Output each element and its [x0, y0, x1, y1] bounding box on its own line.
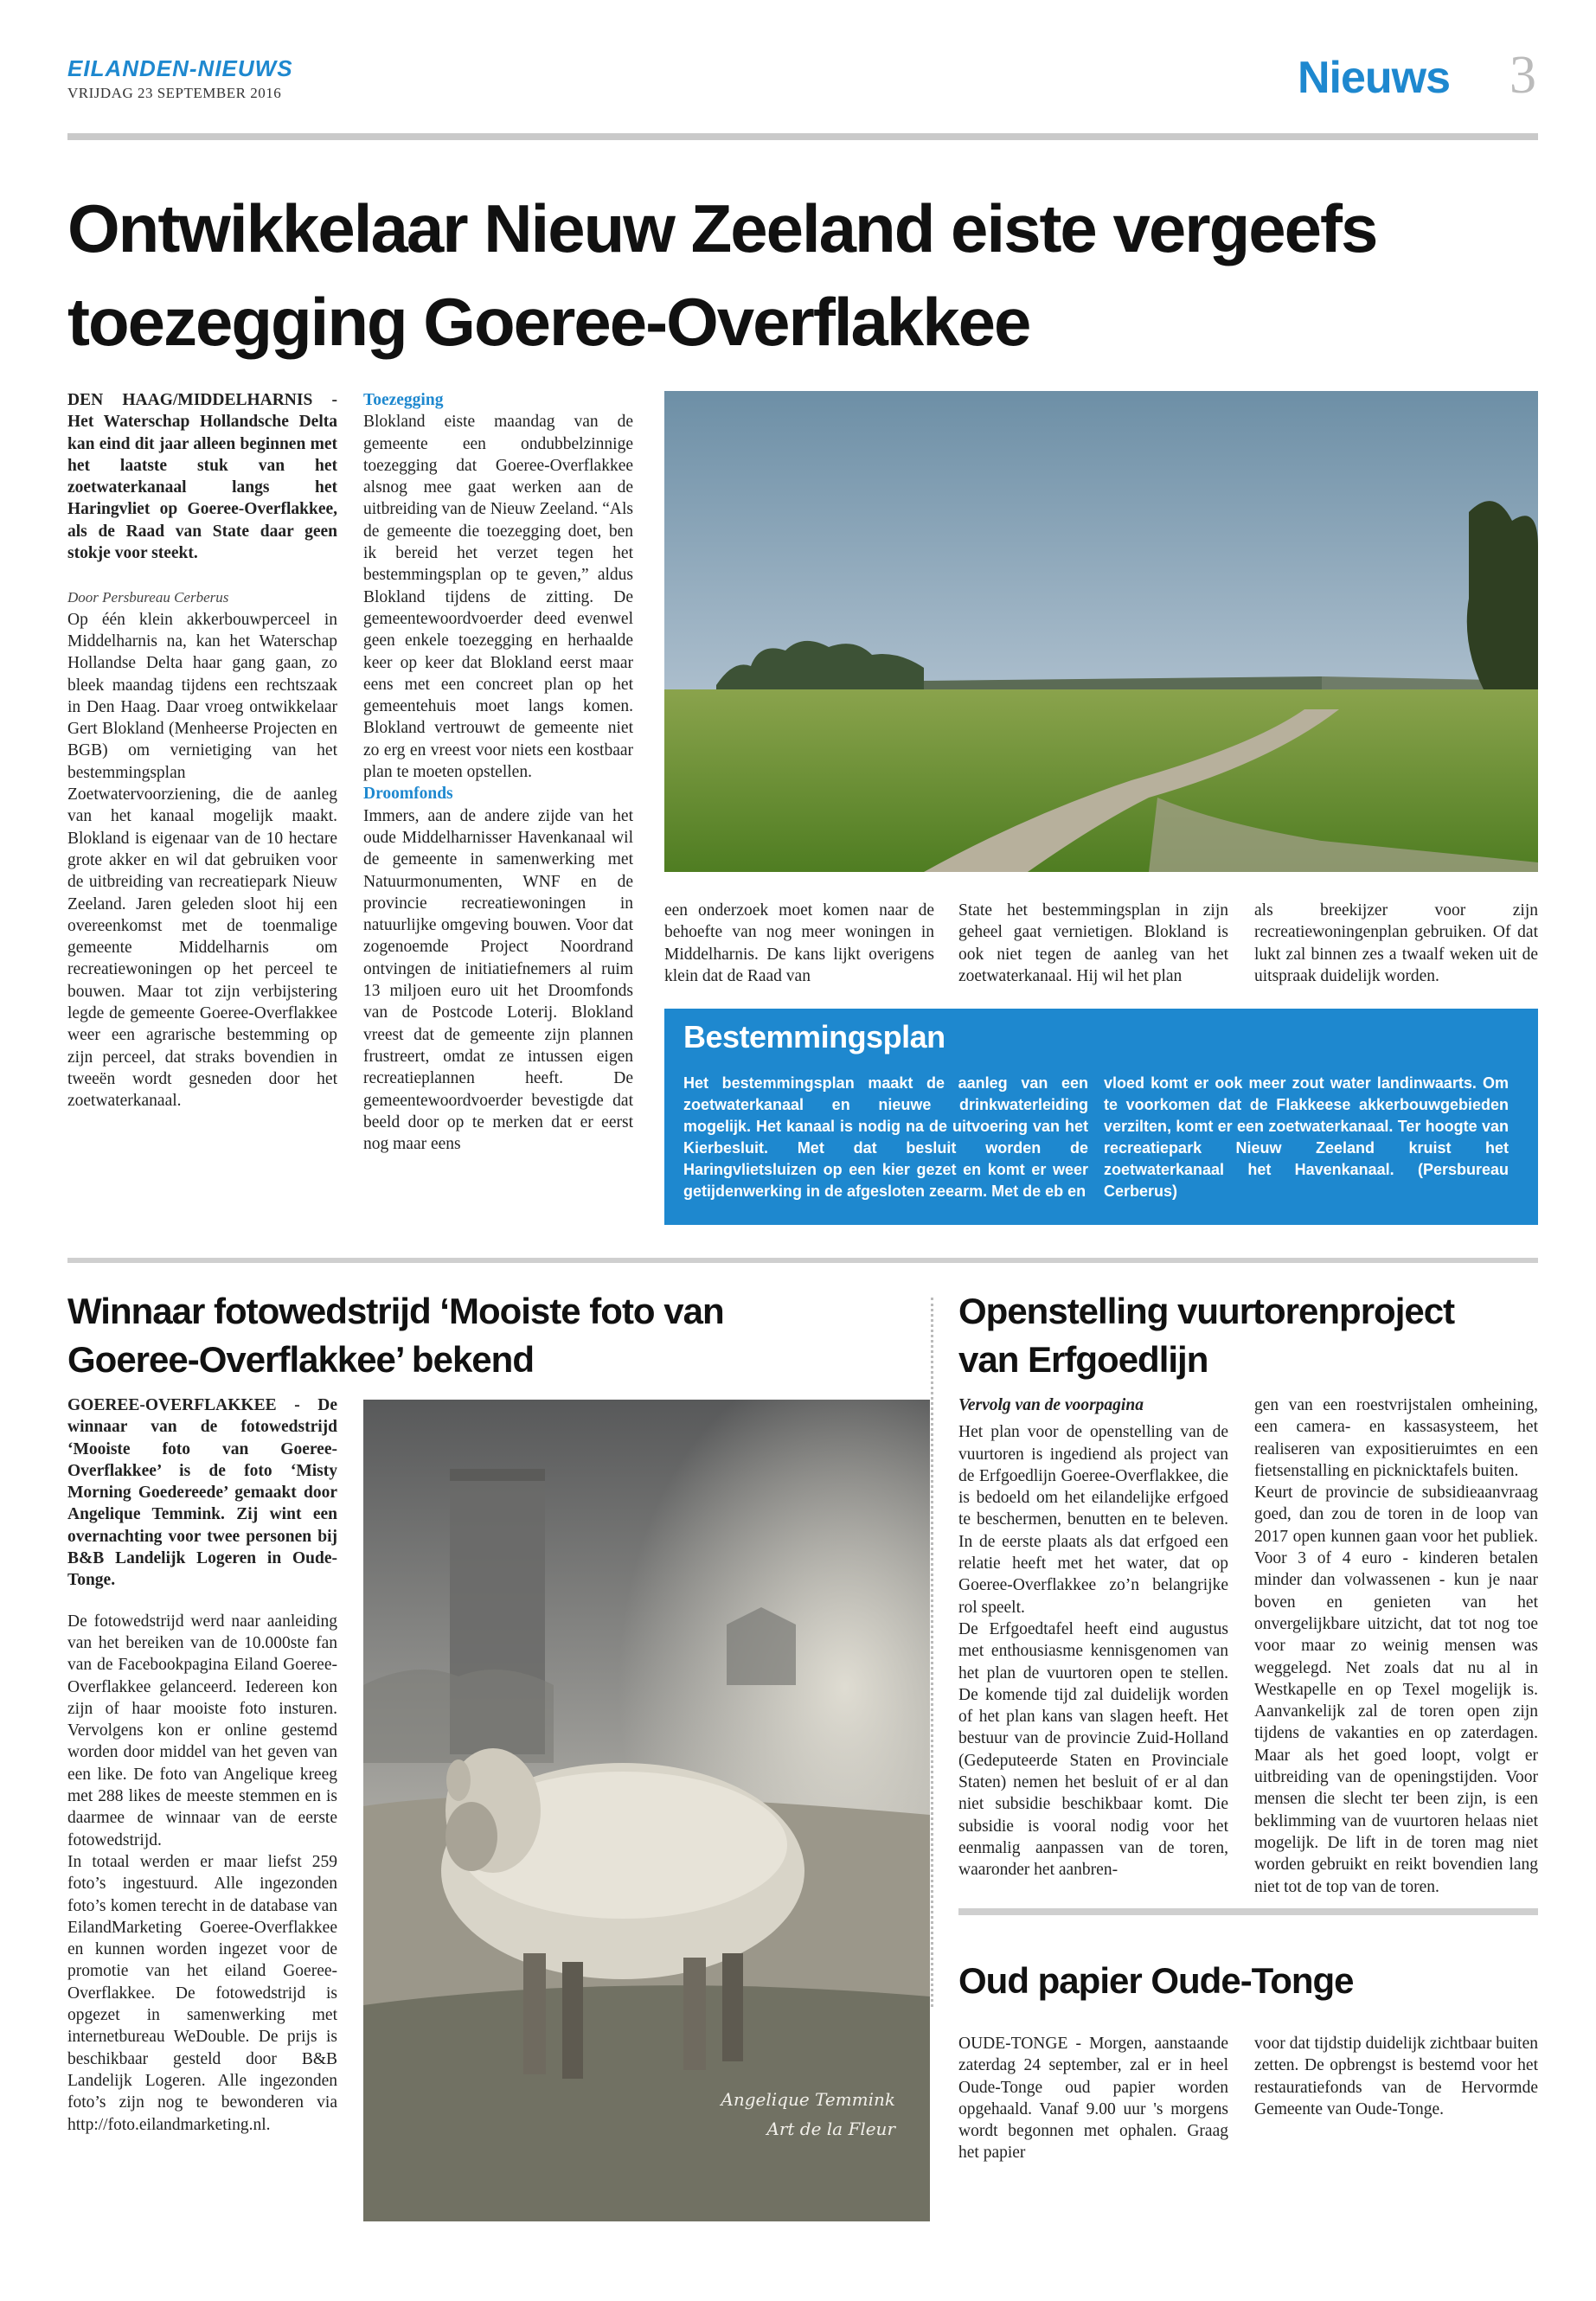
article2-p1: De fotowedstrijd werd naar aanleiding van het bereiken van de 10.000ste fan van de Facebookpagina Eiland Goeree-Overflakkee gelanceerd. Iedereen kon zijn of haar mooiste foto insturen. Vervolgens kon er online gestemd worden door middel van het geven van een like. De foto van Angelique kreeg met 288 likes de meeste stemmen en is daarmee de winnaar van de eerste fotowedstrijd.	[67, 1612, 337, 1849]
main-headline-line1: Ontwikkelaar Nieuw Zeeland eiste vergeefs	[67, 190, 1377, 266]
landscape-photo	[664, 391, 1538, 872]
infobox-text-right: vloed komt er ook meer zout water landinwaarts. Om te voorkomen dat de Flakkeese akkerbouwgebieden verzilten, komt er een zoetwaterkanaal. Ter hoogte van recreatiepark Nieuw Zeeland kruist het zoetwaterkanaal het Havenkanaal. (Persbureau Cerberus)	[1104, 1074, 1509, 1200]
article1-col2-p2: Immers, aan de andere zijde van het oude Middelharnisser Havenkanaal wil de gemeente in samenwerking met Natuurmonumenten, WNF en de provincie recreatiewoningen in natuurlijke omgeving bouwen. Voor dat zogenoemde Project Noordrand ontvingen de initiatiefnemers al ruim 13 miljoen euro uit het Droomfonds van de Postcode Loterij. Blokland vreest dat de gemeente zijn plannen frustreert, omdat ze intussen eigen recreatieplannen heeft. De gemeentewoordvoerder bevestigde dat beeld door op te merken dat er eerst nog maar eens	[363, 806, 633, 1154]
article2-lead: GOEREE-OVERFLAKKEE - De winnaar van de fotowedstrijd ‘Mooiste foto van Goeree-Overflakkee’ is de foto ‘Misty Morning Goedereede’ gemaakt door Angelique Temmink. Zij wint een overnachting voor twee personen bij B&B Landelijk Logeren in Oude-Tonge.	[67, 1396, 337, 1590]
article3-col1-p1: Het plan voor de openstelling van de vuurtoren is ingediend als project van de Erfgoedlijn Goeree-Overflakkee, die is bedoeld om het eilandelijke erfgoed te beschermen, benutten en te beleven. In de eerste plaats als dat erfgoed een relatie heeft met het water, dat op Goeree-Overflakkee zo’n belangrijke rol speelt.	[958, 1423, 1228, 1617]
article1-byline: Door Persbureau Cerberus	[67, 589, 229, 606]
article3-kicker: Vervolg van de voorpagina	[958, 1396, 1144, 1414]
article3-column1	[958, 1394, 1228, 1881]
article1-column2	[363, 389, 633, 1155]
bestemmingsplan-infobox	[664, 1009, 1538, 1225]
infobox-text-left: Het bestemmingsplan maakt de aanleg van een zoetwaterkanaal en nieuwe drinkwaterleiding mogelijk. Het kanaal is nodig na de uitvoering van het Kierbesluit. Met dat besluit worden de Haringvlietsluizen op een kier gezet en komt er weer getijdenwerking in de afgesloten zeearm. Met de eb en	[683, 1074, 1088, 1200]
article1-col1-body: Op één klein akkerbouwperceel in Middelharnis na, kan het Waterschap Hollandse Delta haar gang gaan, zo bleek maandag tijdens een rechtszaak in Den Haag. Daar vroeg ontwikkelaar Gert Blokland (Menheerse Projecten en BGB) om vernietiging van het bestemmingsplan Zoetwatervoorziening, die de aanleg van het kanaal mogelijk maakt. Blokland is eigenaar van de 10 hectare grote akker en wil dat gebruiken voor de uitbreiding van recreatiepark Nieuw Zeeland. Jaren geleden sloot hij een overeenkomst met de toenmalige gemeente Middelharnis om recreatiewoningen op het perceel te bouwen. Maar tot zijn verbijstering legde de gemeente Goeree-Overflakkee weer een agrarische bestemming op zijn perceel, dat straks bovendien in tweeën wordt gesneden door het zoetwaterkanaal.	[67, 610, 337, 1111]
article4-headline: Oud papier Oude-Tonge	[958, 1960, 1354, 2001]
article1-column4: State het bestemmingsplan in zijn geheel gaat vernietigen. Blokland is ook niet tegen de aanleg van het zoetwaterkanaal. Hij wil het plan	[958, 901, 1228, 985]
masthead-logo: EILANDEN-NIEUWS	[67, 55, 293, 81]
page-number: 3	[1509, 46, 1536, 105]
column-divider-dotted	[931, 1298, 933, 2007]
article1-column5: als breekijzer voor zijn recreatiewoningenplan gebruiken. Of dat lukt zal binnen zes a twaalf weken uit de uitspraak duidelijk worden.	[1254, 901, 1538, 985]
article1-lead: DEN HAAG/MIDDELHARNIS - Het Waterschap Hollandsche Delta kan eind dit jaar alleen beginnen met het laatste stuk van het zoetwaterkanaal langs het Haringvliet op Goeree-Overflakkee, als de Raad van State daar geen stokje voor steekt.	[67, 391, 337, 563]
sheep-photo	[363, 1400, 930, 2221]
article3-col2-p2: Keurt de provincie de subsidieaanvraag goed, dan zou de toren in de loop van 2017 open kunnen gaan voor het publiek. Voor 3 of 4 euro - kinderen betalen minder dan volwassenen - kun je naar boven en genieten van het onvergelijkbare uitzicht, dat tot nog toe voor maar zo weinig mensen was weggelegd. Net zoals dat nu al in Westkapelle en op Texel mogelijk is. Aanvankelijk zal de toren open zijn tijdens de vakanties en op zaterdagen. Maar als het goed loopt, volgt er uitbreiding van de openingstijden. Voor mensen die slecht ter been zijn, is een beklimming van de vuurtoren helaas niet mogelijk. De lift in de toren mag niet worden gebruikt en reikt bovendien lang niet tot de top van de toren.	[1254, 1484, 1538, 1896]
main-headline	[67, 182, 1538, 369]
article3-col1-p2: De Erfgoedtafel heeft eind augustus met enthousiasme kennisgenomen van het plan de vuurtoren open te stellen. De komende tijd zal duidelijk worden of het plan kans van slagen heeft. Het bestuur van de provincie Zuid-Holland (Gedeputeerde Staten en Provinciale Staten) nemen het besluit of er al dan niet subsidie beschikbaar komt. Die subsidie is vooral nodig voor het eenmalig aanpassen van de toren, waaronder het aanbren-	[958, 1619, 1228, 1880]
issue-date: VRIJDAG 23 SEPTEMBER 2016	[67, 85, 282, 101]
article1-subhead-droomfonds: Droomfonds	[363, 785, 453, 804]
section-title: Nieuws	[1298, 53, 1451, 103]
infobox-title: Bestemmingsplan	[683, 1019, 945, 1054]
article1-subhead-toezegging: Toezegging	[363, 391, 444, 409]
article2-headline-line1: Winnaar fotowedstrijd ‘Mooiste foto van	[67, 1291, 724, 1331]
article3-headline-line2: van Erfgoedlijn	[958, 1339, 1208, 1380]
photo-signature-line2: Art de la Fleur	[766, 2118, 895, 2139]
article2-headline	[67, 1287, 924, 1384]
article2-p2: In totaal werden er maar liefst 259 foto’s ingestuurd. Alle ingezonden foto’s komen terecht in de database van EilandMarketing Goeree-Overflakkee en kunnen worden ingezet voor de promotie van het eiland Goeree-Overflakkee. De fotowedstrijd is opgezet in samenwerking met internetbureau WeDouble. De prijs is beschikbaar gesteld door B&B Landelijk Logeren. Alle ingezonden foto’s zijn nog te bewonderen via http://foto.eilandmarketing.nl.	[67, 1852, 337, 2134]
article4-divider	[958, 1908, 1538, 1915]
header-rule	[67, 133, 1538, 140]
article2-headline-line2: Goeree-Overflakkee’ bekend	[67, 1339, 534, 1380]
article2-column	[67, 1394, 337, 2136]
article3-column2	[1254, 1394, 1538, 1898]
article3-headline-line1: Openstelling vuurtorenproject	[958, 1291, 1455, 1331]
article3-headline	[958, 1287, 1538, 1384]
main-headline-line2: toezegging Goeree-Overflakkee	[67, 284, 1030, 360]
article1-col2-p1: Blokland eiste maandag van de gemeente een ondubbelzinnige toezegging dat Goeree-Overflakkee alsnog mee gaat werken aan de uitbreiding van de Nieuw Zeeland. “Als de gemeente die toezegging doet, ben ik bereid het verzet tegen het bestemmingsplan op te geven,” aldus Blokland tijdens de zitting. De gemeentewoordvoerder deed evenwel geen enkele toezegging en herhaalde keer op keer dat Blokland eerst maar eens met een concreet plan op het gemeentehuis moet langs komen. Blokland vertrouwt de gemeente niet zo erg en vreest voor niets een kostbaar plan te moeten opstellen.	[363, 413, 633, 782]
article1-column3: een onderzoek moet komen naar de behoefte van nog meer woningen in Middelharnis. De kans lijkt overigens klein dat de Raad van	[664, 901, 934, 985]
article4-column2: voor dat tijdstip duidelijk zichtbaar buiten zetten. De opbrengst is bestemd voor het restauratiefonds van de Hervormde Gemeente van Oude-Tonge.	[1254, 2035, 1538, 2118]
photo-signature	[721, 2085, 895, 2144]
photo-signature-line1: Angelique Temmink	[721, 2089, 895, 2110]
article4-column1: OUDE-TONGE - Morgen, aanstaande zaterdag 24 september, zal er in heel Oude-Tonge oud papier worden opgehaald. Vanaf 9.00 uur 's morgens wordt begonnen met ophalen. Graag het papier	[958, 2035, 1228, 2163]
article1-column1	[67, 389, 337, 1112]
article3-col2-p1: gen van een roestvrijstalen omheining, een camera- en kassasysteem, het realiseren van expositieruimtes en een fietsenstalling en picknicktafels buiten.	[1254, 1396, 1538, 1480]
section-divider	[67, 1258, 1538, 1263]
